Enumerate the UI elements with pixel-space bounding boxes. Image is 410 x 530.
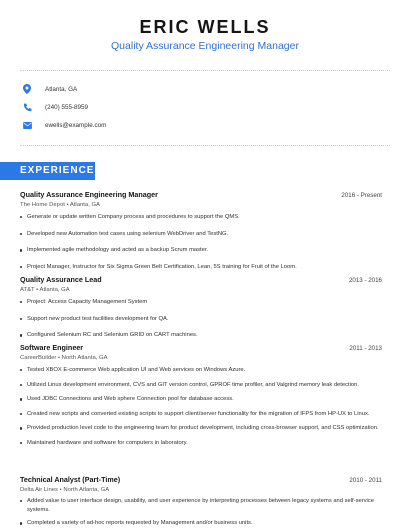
job-title: Technical Analyst (Part-Time) <box>20 475 121 484</box>
divider <box>20 70 390 71</box>
job-dates: 2016 - Present <box>341 192 382 199</box>
divider <box>20 145 390 146</box>
job-title: Quality Assurance Lead <box>20 275 102 284</box>
candidate-name: ERIC WELLS <box>139 17 271 37</box>
job-dates: 2013 - 2016 <box>348 277 382 284</box>
bullet-item: Maintained hardware and software for computers in laboratory. <box>20 439 382 448</box>
bullet-item: Developed new Automation test cases using selenium WebDriver and TestNG. <box>20 230 382 239</box>
contact-phone <box>20 100 88 114</box>
job-company: AT&T • Atlanta, GA <box>20 287 70 293</box>
job-entry <box>20 275 382 340</box>
job-bullets <box>20 213 382 271</box>
bullet-item: Configured Selenium RC and Selenium GRID on CART machines. <box>20 331 382 340</box>
envelope-icon <box>20 118 34 132</box>
map-pin-icon <box>20 82 34 96</box>
bullet-item: Implemented agile methodology and acted as a backup Scrum master. <box>20 246 382 255</box>
bullet-item: Used JDBC Connections and Web sphere Connection pool for database access. <box>20 395 382 404</box>
job-title: Software Engineer <box>20 343 84 352</box>
job-bullets <box>20 298 382 340</box>
bullet-item: Project: Access Capacity Management System <box>20 298 382 307</box>
bullet-item: Provided production level code to the engineering team for product development, including cross-browser support, and CSS optimization. <box>20 424 382 433</box>
bullet-item: Utilized Linux development environment, CVS and GIT version control, GPROF time profiler, and Valgrind memory leak detection. <box>20 381 382 390</box>
job-dates: 2011 - 2013 <box>349 345 382 352</box>
job-company: The Home Depot • Atlanta, GA <box>20 202 100 208</box>
bullet-item: Generate or update written Company process and procedures to support the QMS. <box>20 213 382 222</box>
candidate-title: Quality Assurance Engineering Manager <box>111 40 299 52</box>
job-dates: 2010 - 2011 <box>349 477 382 484</box>
job-bullets <box>20 366 382 448</box>
job-entry <box>20 343 382 448</box>
contact-email <box>20 118 106 132</box>
job-company: Delta Air Lines • North Atlanta, GA <box>20 487 110 493</box>
bullet-item: Support new product test facilities development for QA. <box>20 315 382 324</box>
job-entry <box>20 475 382 528</box>
location-text: Atlanta, GA <box>45 85 78 93</box>
bullet-item: Created new scripts and converted existing scripts to support client/server functionality for the migration of IFPS from HP-UX to Linux. <box>20 410 382 419</box>
phone-text: (240) 555-8959 <box>45 103 89 111</box>
experience-section-header <box>0 162 95 180</box>
bullet-item: Added value to user interface design, usability, and user experience by interpreting processes between legacy systems and self-service systems. <box>20 497 382 514</box>
job-title: Quality Assurance Engineering Manager <box>20 190 158 199</box>
bullet-item: Project Manager, Instructor for Six Sigma Green Belt Certification, Lean, 5S training for Fruit of the Loom. <box>20 263 382 272</box>
job-bullets <box>20 497 382 528</box>
contact-location <box>20 82 77 96</box>
email-link[interactable]: ewells@example.com <box>45 121 107 129</box>
bullet-item: Tested XBOX E-commerce Web application UI and Web services on Windows Azure. <box>20 366 382 375</box>
bullet-item: Completed a variety of ad-hoc reports requested by Management and/or business units. <box>20 519 382 528</box>
phone-icon <box>20 100 34 114</box>
job-company: CareerBuilder • North Atlanta, GA <box>20 355 108 361</box>
experience-label: EXPERIENCE <box>20 165 95 176</box>
job-entry <box>20 190 382 271</box>
